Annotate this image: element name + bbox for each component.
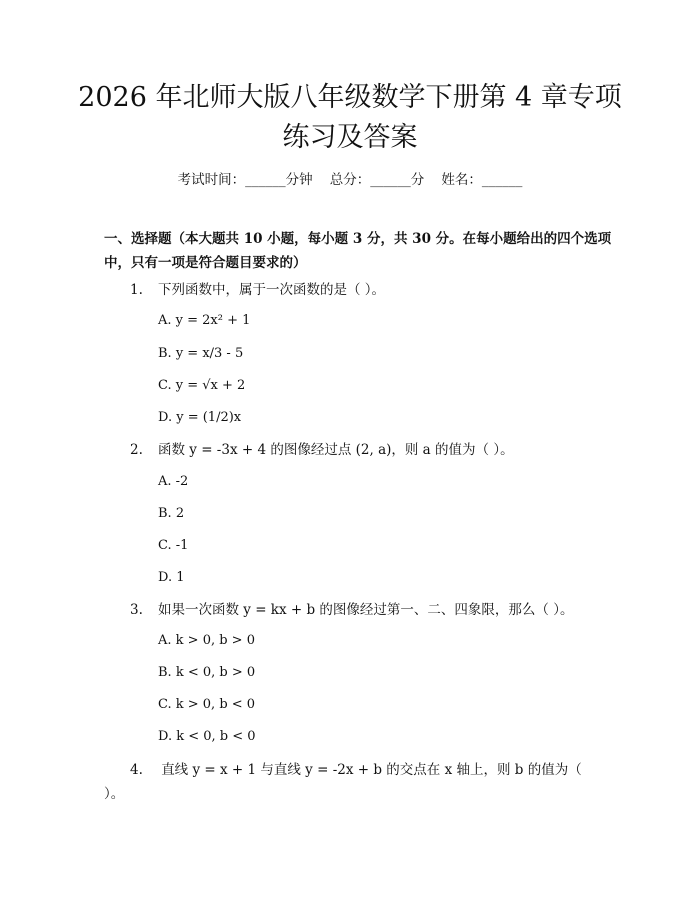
question-2-option-b: B. 2 [158,506,185,521]
question-text: 直线 y = x + 1 与直线 y = -2x + b 的交点在 x 轴上，则 b 的值为（ ）。 [104,762,582,802]
question-3-option-c: C. k > 0, b < 0 [158,697,256,712]
question-2-option-a: A. -2 [158,474,189,489]
question-text: 如果一次函数 y = kx + b 的图像经过第一、二、四象限，那么（ ）。 [158,602,574,618]
question-1-option-b: B. y = x/3 - 5 [158,346,244,361]
question-text: 下列函数中，属于一次函数的是（ ）。 [158,282,386,298]
question-number: 1. [130,282,143,298]
question-3-option-b: B. k < 0, b > 0 [158,665,256,680]
question-number: 4. [130,762,143,778]
question-number: 3. [130,602,143,618]
question-3-option-a: A. k > 0, b > 0 [158,633,255,648]
question-1-option-c: C. y = √x + 2 [158,378,246,393]
page-title [60,78,640,158]
exam-meta-line: 考试时间：______分钟 总分：______分 姓名：______ [177,172,523,188]
section-heading: 一、选择题（本大题共 10 小题，每小题 3 分，共 30 分。在每小题给出的四个选项中，只有一项是符合题目要求的） [104,231,612,271]
title-line-2: 练习及答案 [282,122,418,153]
title-line-1: 2026 年北师大版八年级数学下册第 4 章专项 [78,82,622,113]
question-text: 函数 y = -3x + 4 的图像经过点 (2, a)，则 a 的值为（ ）。 [158,442,514,458]
question-2-option-c: C. -1 [158,538,189,553]
question-number: 2. [130,442,143,458]
question-2-option-d: D. 1 [158,570,185,585]
question-4 [104,758,594,806]
question-1-option-d: D. y = (1/2)x [158,410,242,425]
question-1-option-a: A. y = 2x² + 1 [158,313,251,328]
question-3-option-d: D. k < 0, b < 0 [158,729,256,744]
